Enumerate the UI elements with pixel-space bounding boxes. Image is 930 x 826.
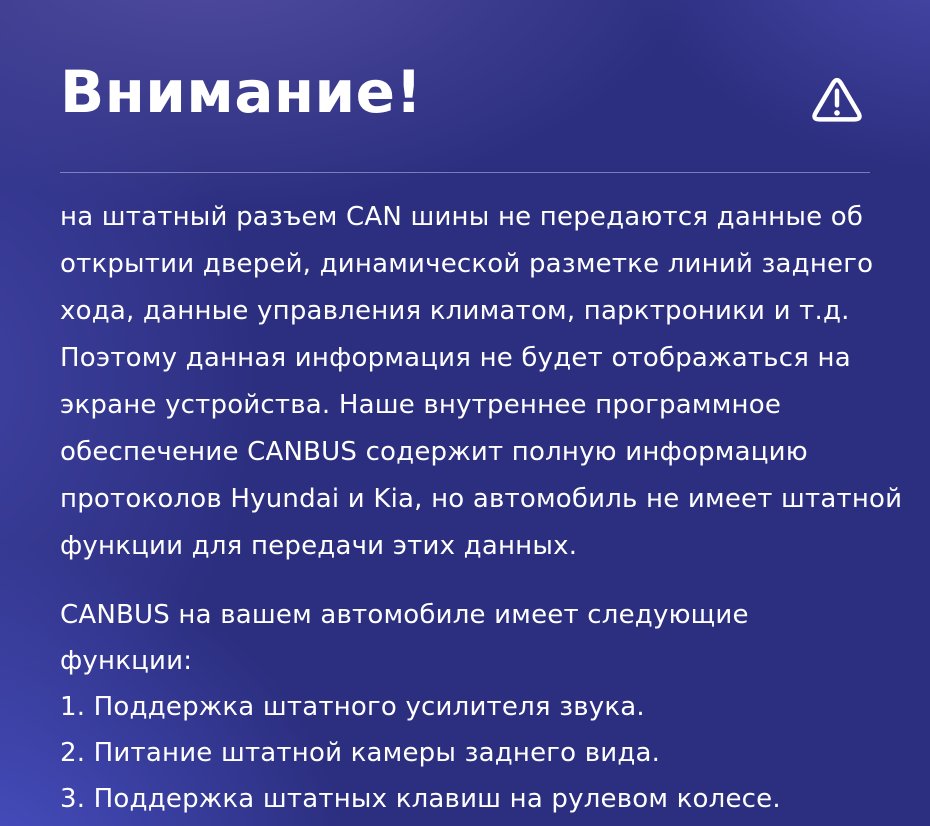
- paragraph-line: Поэтому данная информация не будет отображаться на: [60, 343, 851, 373]
- paragraph-line: функции для передачи этих данных.: [60, 531, 578, 561]
- function-item: 3. Поддержка штатных клавиш на рулевом колесе.: [60, 784, 781, 814]
- canbus-functions-list: [60, 684, 870, 822]
- function-item: 1. Поддержка штатного усилителя звука.: [60, 692, 645, 722]
- function-item: 2. Питание штатной камеры заднего вида.: [60, 738, 661, 768]
- divider-line: [60, 172, 870, 173]
- header: [60, 0, 870, 128]
- paragraph-line: протоколов Hyundai и Kia, но автомобиль не имеет штатной: [60, 484, 903, 514]
- paragraph-line: на штатный разъем CAN шины не передаются данные об: [60, 202, 864, 232]
- page-title: Внимание!: [60, 58, 423, 126]
- warning-triangle-icon: [806, 62, 870, 128]
- paragraph-line: открытии дверей, динамической разметке линий заднего: [60, 249, 874, 279]
- paragraph-line: обеспечение CANBUS содержит полную информацию: [60, 437, 808, 467]
- main-paragraph: [60, 194, 903, 570]
- canbus-functions-intro: CANBUS на вашем автомобиле имеет следующие функции:: [60, 600, 749, 676]
- paragraph-line: экране устройства. Наше внутреннее программное: [60, 390, 782, 420]
- paragraph-line: хода, данные управления климатом, парктроники и т.д.: [60, 296, 850, 326]
